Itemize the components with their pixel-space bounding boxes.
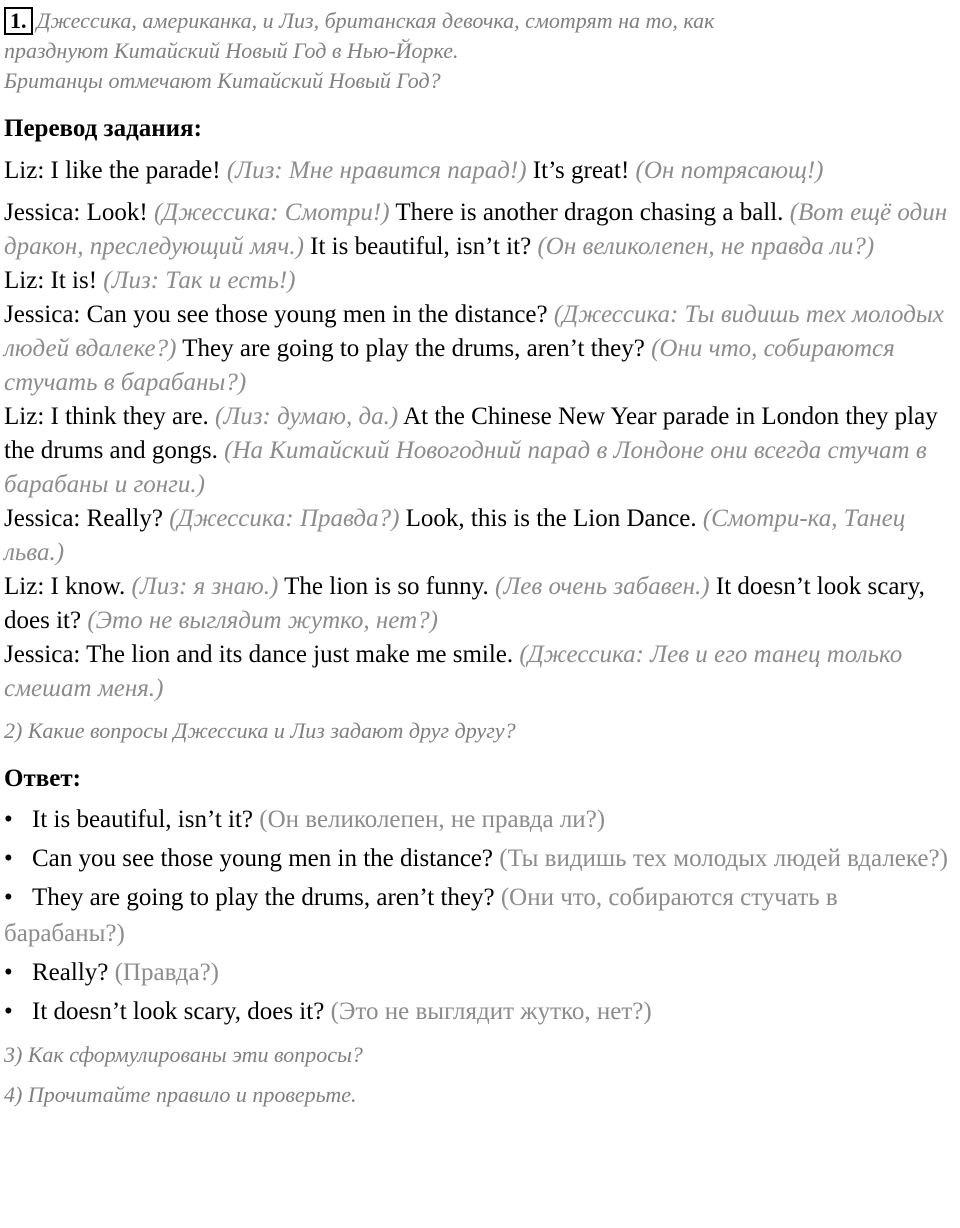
- dialog-en: Jessica: Can you see those young men in the distance?: [4, 301, 554, 328]
- dialog-en: It doesn’t look scary, does it?: [4, 573, 925, 634]
- answer-ru: (Правда?): [114, 959, 220, 986]
- dialog-ru: (Джессика: Лев и его танец только смешат меня.): [4, 641, 903, 702]
- answer-ru: (Они что, собираются стучать в барабаны?): [4, 884, 838, 947]
- dialog-line: [4, 502, 956, 570]
- answer-ru: (Он великолепен, не правда ли?): [259, 806, 606, 833]
- dialog-line: [4, 154, 956, 188]
- dialog-line: [4, 638, 956, 706]
- dialog-ru: (Лиз: Мне нравится парад!): [226, 157, 527, 184]
- dialog-ru: (Джессика: Смотри!): [153, 199, 390, 226]
- dialog-en: There is another dragon chasing a ball.: [389, 199, 790, 226]
- task-number: 1.: [4, 7, 33, 35]
- question-3: 3) Как сформулированы эти вопросы?: [4, 1042, 363, 1067]
- dialog-ru: (Он потрясающ!): [635, 157, 824, 184]
- dialog-en: They are going to play the drums, aren’t they?: [176, 335, 652, 362]
- translation-heading: Перевод задания:: [4, 115, 202, 142]
- task-question: Британцы отмечают Китайский Новый Год?: [4, 68, 441, 93]
- answer-ru: (Это не выглядит жутко, нет?): [330, 998, 652, 1025]
- answer-list: [4, 802, 956, 1030]
- dialog-line: [4, 298, 956, 400]
- answer-en: It doesn’t look scary, does it?: [32, 998, 331, 1025]
- dialog-ru: (Вот ещё один дракон, преследующий мяч.): [4, 199, 948, 260]
- answer-en: Can you see those young men in the distance?: [32, 845, 500, 872]
- task-text-line1: Джессика, американка, и Лиз, британская девочка, смотрят на то, как: [36, 8, 715, 33]
- task-description: [4, 6, 956, 96]
- dialog-ru: (Джессика: Ты видишь тех молодых людей вдалеке?): [4, 301, 944, 362]
- dialog-ru: (Джессика: Правда?): [169, 505, 400, 532]
- dialog-line: [4, 196, 956, 264]
- answer-en: Really?: [32, 959, 115, 986]
- list-item: [4, 955, 956, 991]
- dialog-ru: (Смотри-ка, Танец льва.): [4, 505, 906, 566]
- answer-ru: (Ты видишь тех молодых людей вдалеке?): [499, 845, 948, 872]
- bullet-icon: •: [4, 806, 13, 833]
- dialog-ru: (На Китайский Новогодний парад в Лондоне они всегда стучат в барабаны и гонги.): [4, 437, 927, 498]
- dialog-en: Liz: I think they are.: [4, 403, 216, 430]
- page: [4, 6, 956, 1110]
- dialog-ru: (Лиз: я знаю.): [131, 573, 279, 600]
- dialog-ru: (Лев очень забавен.): [495, 573, 710, 600]
- question-2: 2) Какие вопросы Джессика и Лиз задают друг другу?: [4, 718, 516, 743]
- dialog-en: It is beautiful, isn’t it?: [303, 233, 538, 260]
- dialog-en: Liz: It is!: [4, 267, 104, 294]
- dialog-ru: (Они что, собираются стучать в барабаны?): [4, 335, 895, 396]
- dialog-line: [4, 400, 956, 502]
- list-item: [4, 994, 956, 1030]
- bullet-icon: •: [4, 884, 13, 911]
- dialog-en: Liz: I know.: [4, 573, 132, 600]
- bullet-icon: •: [4, 959, 13, 986]
- dialog-en: Look, this is the Lion Dance.: [399, 505, 703, 532]
- dialog-line: [4, 264, 956, 298]
- dialog-en: Jessica: The lion and its dance just make me smile.: [4, 641, 520, 668]
- answer-heading: Ответ:: [4, 765, 81, 792]
- dialog-en: Jessica: Really?: [4, 505, 170, 532]
- dialog: [4, 154, 956, 706]
- dialog-ru: (Это не выглядит жутко, нет?): [87, 607, 438, 634]
- dialog-en: Jessica: Look!: [4, 199, 154, 226]
- dialog-en: The lion is so funny.: [278, 573, 496, 600]
- dialog-ru: (Лиз: думаю, да.): [215, 403, 399, 430]
- bullet-icon: •: [4, 998, 13, 1025]
- dialog-ru: (Он великолепен, не правда ли?): [537, 233, 875, 260]
- bullet-icon: •: [4, 845, 13, 872]
- dialog-en: It’s great!: [526, 157, 636, 184]
- answer-en: They are going to play the drums, aren’t they?: [32, 884, 501, 911]
- list-item: [4, 880, 956, 952]
- dialog-line: [4, 570, 956, 638]
- task-text-line2: празднуют Китайский Новый Год в Нью-Йорке.: [4, 38, 459, 63]
- question-4: 4) Прочитайте правило и проверьте.: [4, 1082, 357, 1107]
- list-item: [4, 802, 956, 838]
- dialog-ru: (Лиз: Так и есть!): [103, 267, 296, 294]
- dialog-en: At the Chinese New Year parade in London they play the drums and gongs.: [4, 403, 938, 464]
- dialog-en: Liz: I like the parade!: [4, 157, 227, 184]
- list-item: [4, 841, 956, 877]
- answer-en: It is beautiful, isn’t it?: [32, 806, 260, 833]
